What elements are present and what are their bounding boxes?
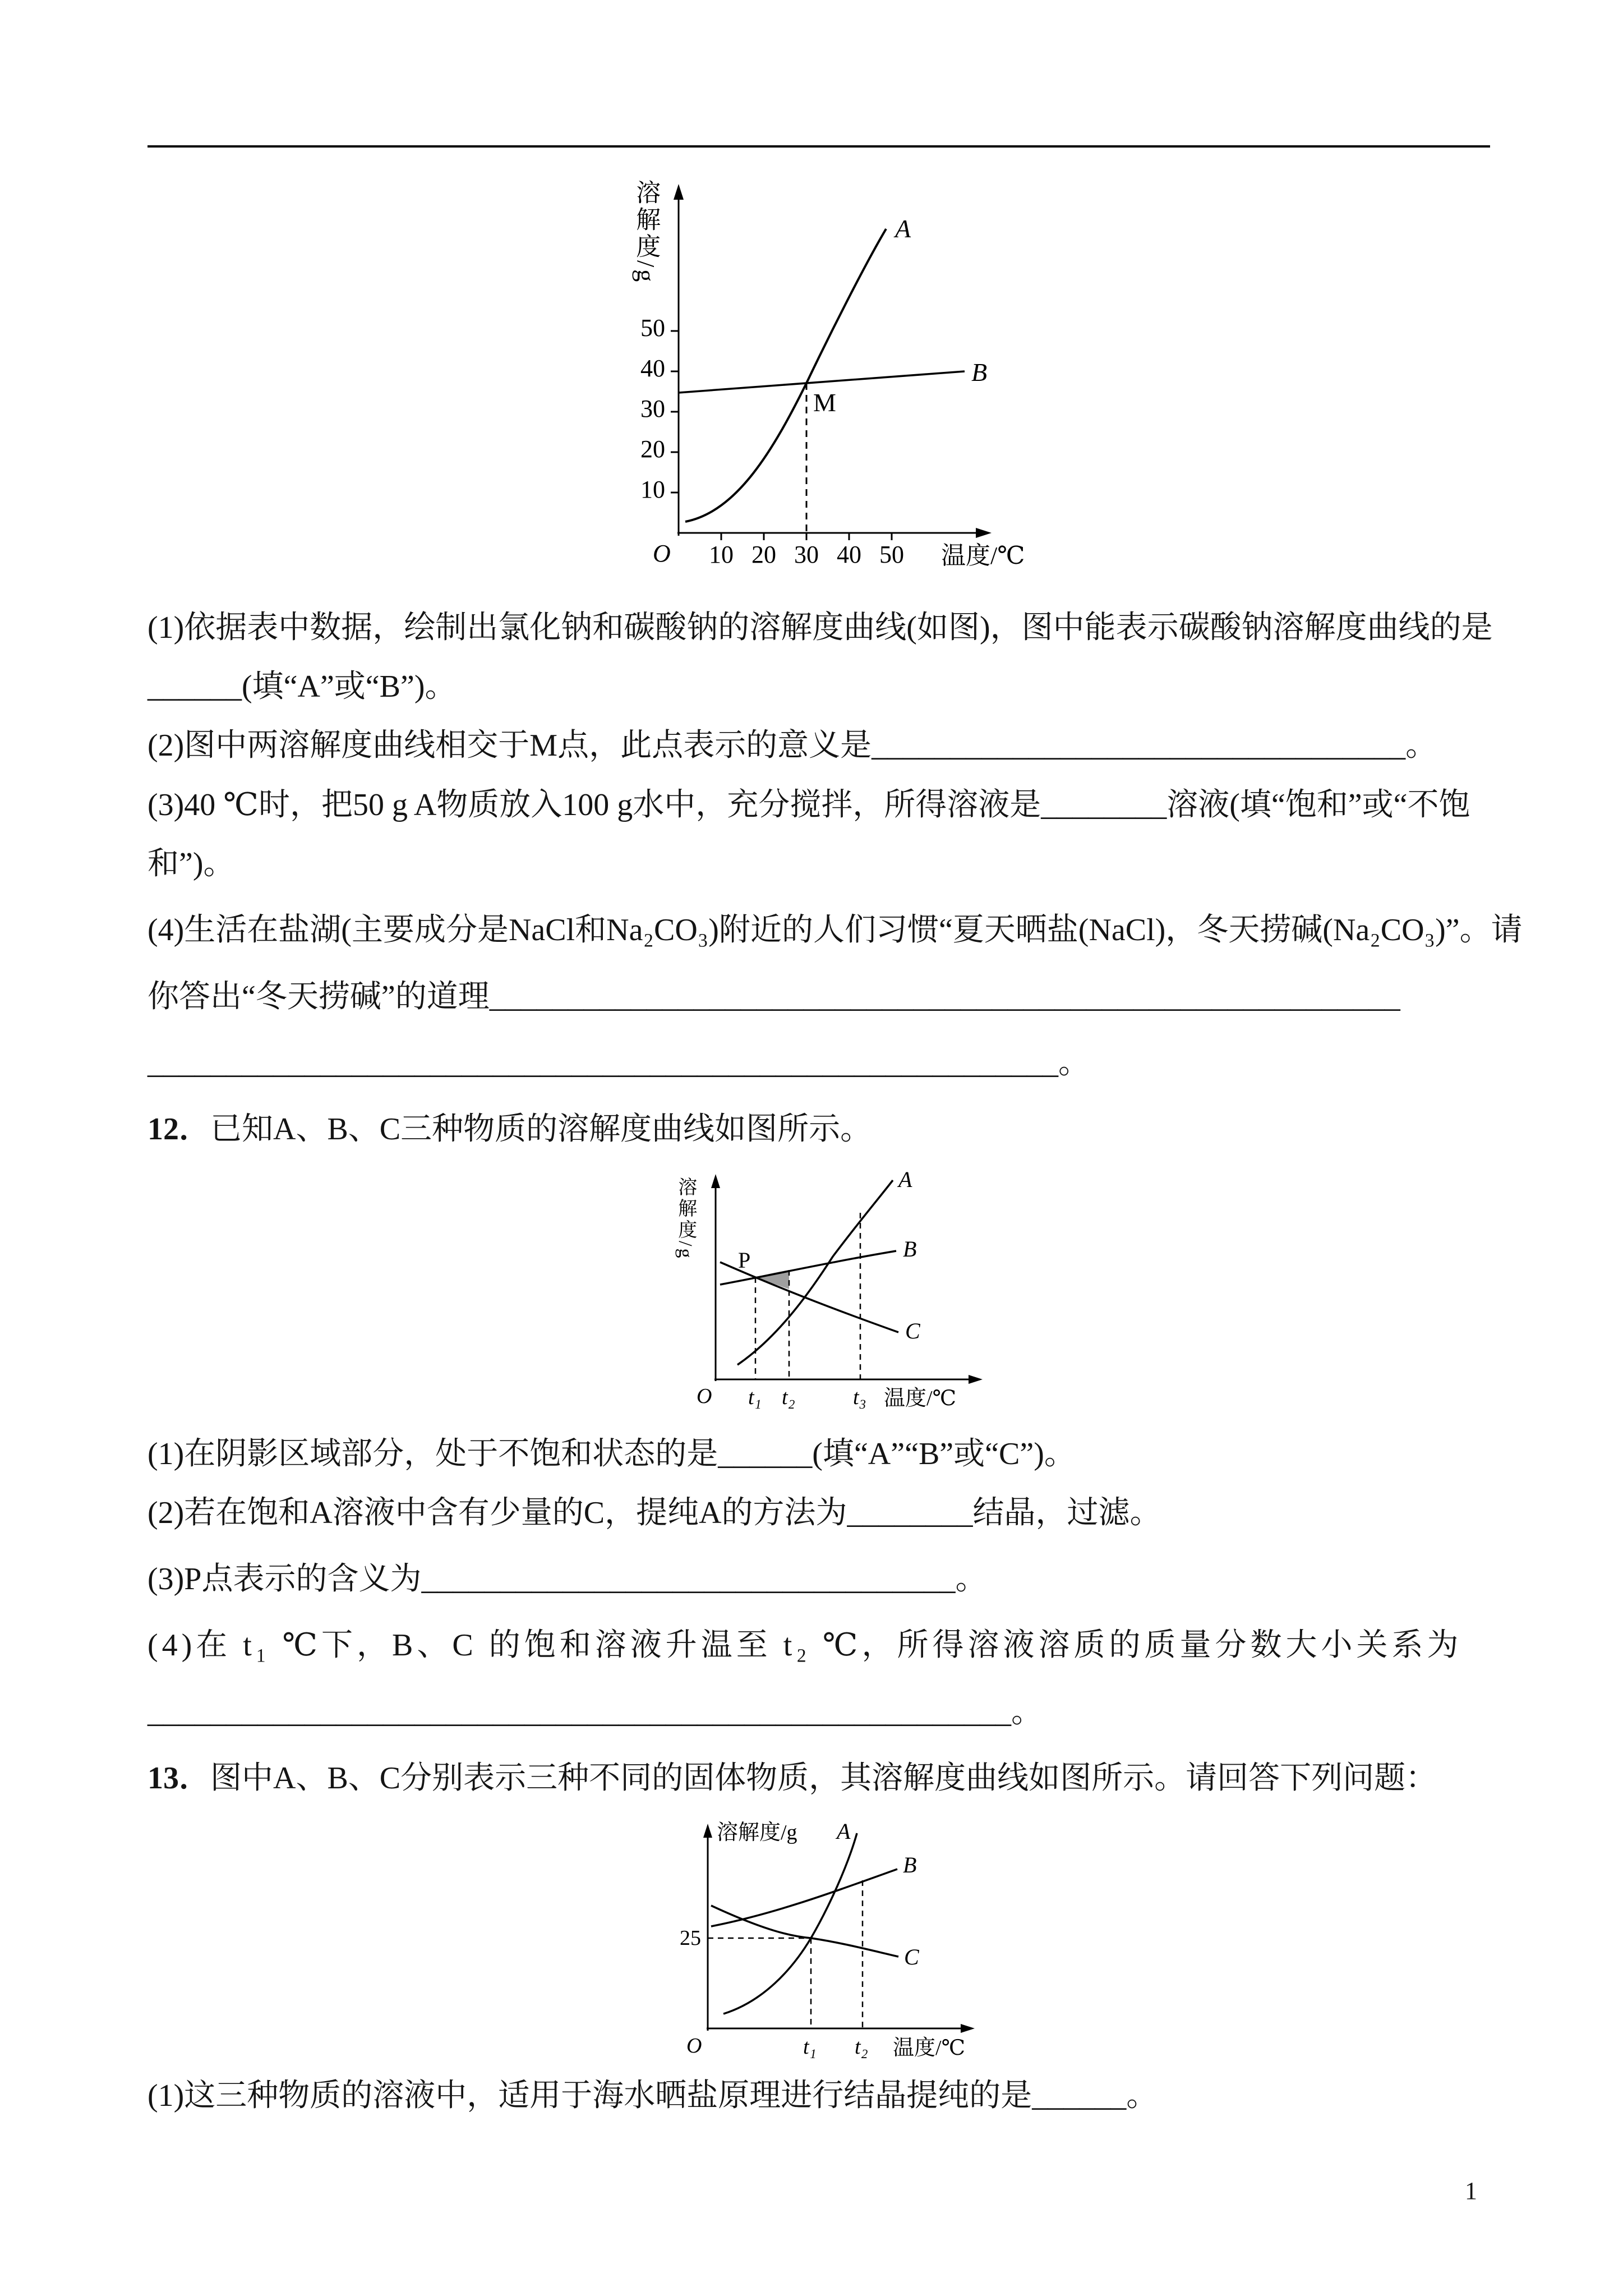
q11-part1-line1: (1)依据表中数据，绘制出氯化钠和碳酸钠的溶解度曲线(如图)，图中能表示碳酸钠溶解度曲线的是 bbox=[147, 610, 1493, 645]
x-tick-label: t₂ bbox=[782, 1386, 795, 1409]
page-number: 1 bbox=[1465, 2177, 1477, 2205]
q11-part3-line2: 和”)。 bbox=[147, 846, 235, 881]
curve-b-label: B bbox=[971, 358, 988, 386]
q12-number: 12． bbox=[147, 1112, 210, 1147]
x-axis-arrow bbox=[969, 1375, 983, 1384]
y-tick-label: 30 bbox=[640, 395, 665, 422]
y-axis-label: 溶解度/g bbox=[675, 1177, 696, 1260]
y-tick-label: 20 bbox=[640, 435, 665, 463]
chart-q11-svg bbox=[606, 168, 1066, 600]
x-tick-label: 10 bbox=[709, 541, 734, 568]
q12-stem-text: 已知A、B、C三种物质的溶解度曲线如图所示。 bbox=[210, 1112, 872, 1147]
q11-part4-line1: (4)生活在盐湖(主要成分是NaCl和Na₂CO₃)附近的人们习惯“夏天晒盐(NaCl)，冬天捞碱(Na₂CO₃)”。请 bbox=[147, 913, 1523, 947]
x-axis-arrow bbox=[976, 528, 992, 538]
q12-stem bbox=[147, 1110, 1490, 1149]
chart-q13-svg bbox=[639, 1818, 1099, 2062]
q12-part2: (2)若在饱和A溶液中含有少量的C，提纯A的方法为________结晶，过滤。 bbox=[147, 1496, 1161, 1530]
q13-stem-text: 图中A、B、C分别表示三种不同的固体物质，其溶解度曲线如图所示。请回答下列问题： bbox=[210, 1761, 1437, 1796]
y-axis-arrow bbox=[711, 1174, 720, 1188]
x-tick-label: 20 bbox=[751, 541, 776, 568]
q12-part3: (3)P点表示的含义为__________________________________。 bbox=[147, 1562, 987, 1596]
q11-part1-line2: ______(填“A”或“B”)。 bbox=[147, 669, 457, 704]
curve-a bbox=[723, 1833, 857, 2014]
point-m-label: M bbox=[813, 388, 836, 417]
y-tick-label: 40 bbox=[640, 355, 665, 382]
curve-a-label: A bbox=[837, 1819, 851, 1844]
x-axis-label: 温度/℃ bbox=[893, 2036, 966, 2060]
curve-a bbox=[685, 229, 886, 522]
x-tick-label: t₁ bbox=[748, 1386, 762, 1409]
curve-c-label: C bbox=[905, 1318, 920, 1343]
q11-part2: (2)图中两溶解度曲线相交于M点，此点表示的意义是__________________________________。 bbox=[147, 728, 1437, 763]
q13-part1: (1)这三种物质的溶液中，适用于海水晒盐原理进行结晶提纯的是______。 bbox=[147, 2078, 1158, 2113]
curve-b-label: B bbox=[903, 1852, 917, 1878]
x-tick-label: 30 bbox=[794, 541, 819, 568]
solubility-chart-q13 bbox=[639, 1818, 1099, 2062]
q11-part3-line1: (3)40 ℃时，把50 g A物质放入100 g水中，充分搅拌，所得溶液是________溶液(填“饱和”或“不饱 bbox=[147, 788, 1470, 822]
q11-part4-line2: 你答出“冬天捞碱”的道理__________________________________________________________ bbox=[147, 979, 1400, 1014]
y-tick-label-25: 25 bbox=[680, 1926, 701, 1950]
x-tick-label: t₂ bbox=[855, 2035, 868, 2059]
q12-part4-line1: (4)在 t₁ ℃下，B、C 的饱和溶液升温至 t₂ ℃，所得溶液溶质的质量分数大小关系为 bbox=[147, 1628, 1463, 1663]
x-axis-arrow bbox=[961, 2024, 975, 2033]
curve-b-label: B bbox=[903, 1236, 917, 1262]
origin-label: O bbox=[697, 1384, 712, 1408]
y-axis-label: 溶解度/g bbox=[632, 180, 660, 284]
y-tick-label: 10 bbox=[640, 476, 665, 503]
solubility-chart-q11 bbox=[606, 168, 1066, 600]
x-tick-label: t₃ bbox=[853, 1386, 866, 1409]
header-rule bbox=[147, 145, 1490, 148]
curve-a-label: A bbox=[898, 1167, 912, 1192]
y-tick-label: 50 bbox=[640, 314, 665, 342]
q12-part4-line2: _______________________________________________________。 bbox=[147, 1695, 1043, 1729]
origin-label: O bbox=[653, 540, 671, 567]
q12-part1: (1)在阴影区域部分，处于不饱和状态的是______(填“A”“B”或“C”)。 bbox=[147, 1437, 1076, 1471]
chart-q12-svg bbox=[645, 1167, 1105, 1416]
curve-c-label: C bbox=[904, 1944, 919, 1970]
curve-a bbox=[737, 1180, 893, 1365]
y-axis-arrow bbox=[674, 184, 684, 200]
y-axis-arrow bbox=[703, 1824, 712, 1838]
solubility-chart-q12 bbox=[645, 1167, 1105, 1416]
x-tick-label: 50 bbox=[879, 541, 904, 568]
x-tick-label: t₁ bbox=[803, 2035, 817, 2059]
origin-label: O bbox=[686, 2034, 702, 2058]
x-axis-label: 温度/℃ bbox=[884, 1387, 957, 1410]
y-axis-label: 溶解度/g bbox=[717, 1821, 797, 1844]
x-axis-label: 温度/℃ bbox=[941, 542, 1025, 569]
q13-stem bbox=[147, 1759, 1490, 1798]
q11-part4-line3: __________________________________________________________。 bbox=[147, 1046, 1090, 1080]
point-p-label: P bbox=[738, 1248, 751, 1273]
x-tick-label: 40 bbox=[837, 541, 861, 568]
curve-a-label: A bbox=[895, 214, 911, 243]
q13-number: 13． bbox=[147, 1761, 210, 1796]
